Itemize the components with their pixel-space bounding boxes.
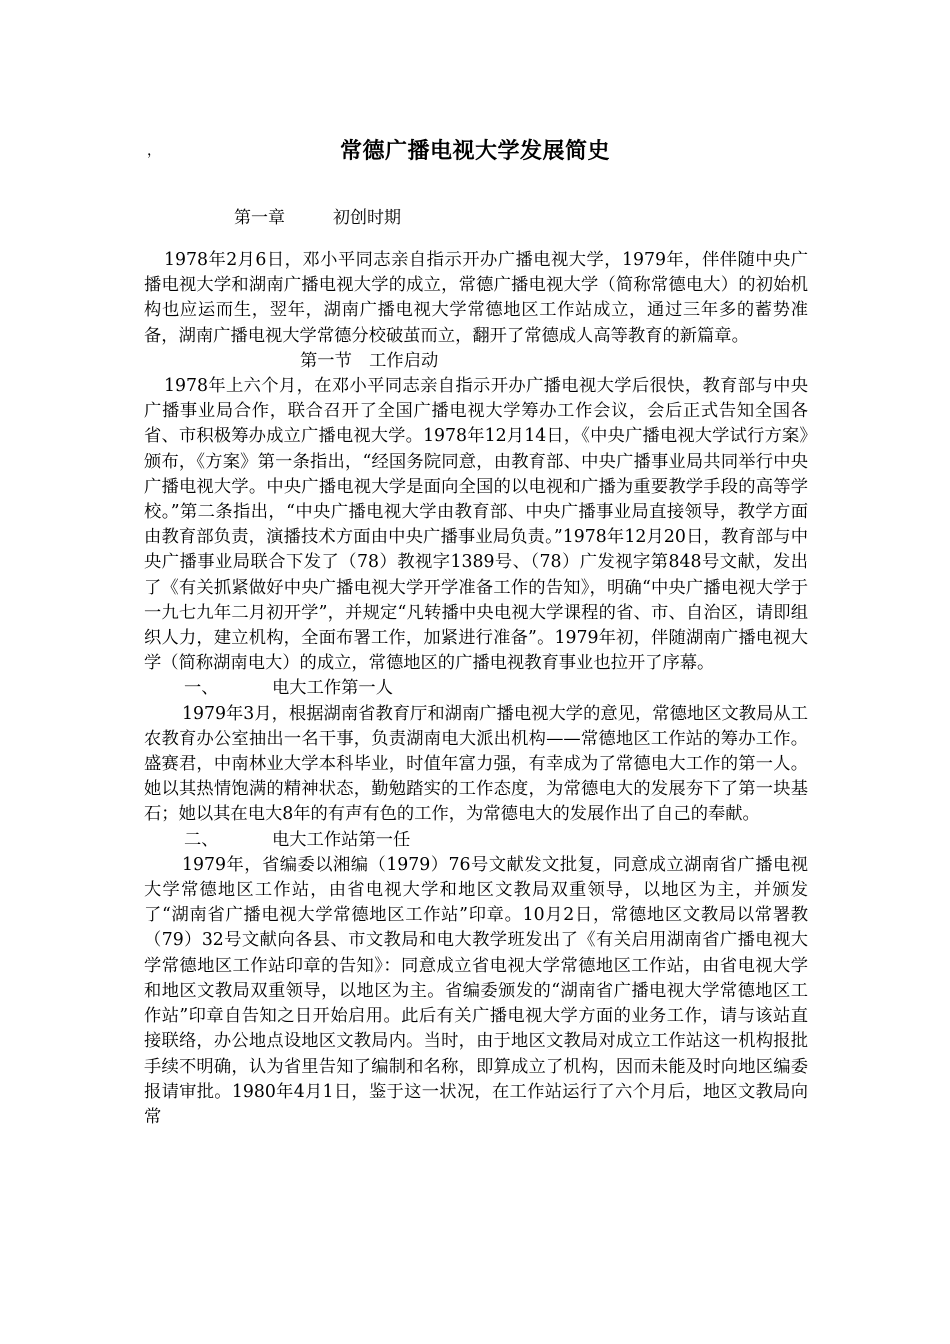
document-body bbox=[144, 248, 808, 1130]
paragraph: 1979年3月，根据湖南省教育厅和湖南广播电视大学的意见，常德地区文教局从工农教育办公室抽出一名干事，负责湖南电大派出机构——常德地区工作站的筹办工作。盛赛君，中南林业大学本科毕业，时值年富力强，有幸成为了常德电大工作的第一人。她以其热情饱满的精神状态，勤勉踏实的工作态度，为常德电大的发展夯下了第一块基石；她以其在电大8年的有声有色的工作，为常德电大的发展作出了自己的奉献。 bbox=[144, 703, 808, 825]
chapter-title: 初创时期 bbox=[333, 208, 401, 228]
paragraph: 1978年2月6日，邓小平同志亲自指示开办广播电视大学，1979年，伴伴随中央广播电视大学和湖南广播电视大学的成立，常德广播电视大学（简称常德电大）的初始机构也应运而生，翌年，湖南广播电视大学常德地区工作站成立，通过三年多的蓄势准备，湖南广播电视大学常德分校破茧而立，翻开了常德成人高等教育的新篇章。 bbox=[144, 250, 808, 346]
section-heading: 第一节 工作启动 bbox=[300, 350, 439, 371]
paragraph: 1978年上六个月，在邓小平同志亲自指示开办广播电视大学后很快，教育部与中央广播事业局合作，联合召开了全国广播电视大学筹办工作会议，会后正式告知全国各省、市积极筹办成立广播电视大学。1978年12月14日，《中央广播电视大学试行方案》颁布，《方案》第一条指出，“经国务院同意，由教育部、中央广播事业局共同举行中央广播电视大学。中央广播电视大学是面向全国的以电视和广播为重要教学手段的高等学校。”第二条指出，“中央广播电视大学由教育部、中央广播事业局直接领导，教学方面由教育部负责，演播技术方面由中央广播事业局负责。”1978年12月20日，教育部与中央广播事业局联合下发了（78）教视字1389号、（78）广发视字第848号文献，发出了《有关抓紧做好中央广播电视大学开学准备工作的告知》，明确“中央广播电视大学于一九七九年二月初开学”，并规定“凡转播中央电视大学课程的省、市、自治区，请即组织人力，建立机构，全面布署工作，加紧进行准备”。1979年初，伴随湖南广播电视大学（简称湖南电大）的成立，常德地区的广播电视教育事业也拉开了序幕。 bbox=[144, 376, 808, 674]
subsection-number: 二、 bbox=[184, 829, 219, 850]
subsection-heading bbox=[144, 828, 808, 853]
subsection-number: 一、 bbox=[184, 678, 219, 699]
stray-mark: ， bbox=[147, 143, 161, 159]
subsection-heading bbox=[144, 676, 808, 701]
chapter-number: 第一章 bbox=[234, 208, 285, 228]
document-title: 常德广播电视大学发展简史 bbox=[339, 138, 610, 164]
paragraph: 1979年，省编委以湘编（1979）76号文献发文批复，同意成立湖南省广播电视大学常德地区工作站，由省电视大学和地区文教局双重领导，以地区为主，并颁发了“湖南省广播电视大学常德地区工作站”印章。10月2日，常德地区文教局以常署教（79）32号文献向各县、市文教局和电大教学班发出了《有关启用湖南省广播电视大学常德地区工作站印章的告知》：同意成立省电视大学常德地区工作站，由省电视大学和地区文教局双重领导，以地区为主。省编委颁发的“湖南省广播电视大学常德地区工作站”印章自告知之日开始启用。此后有关广播电视大学方面的业务工作，请与该站直接联络，办公地点设地区文教局内。当时，由于地区文教局对成立工作站这一机构报批手续不明确，认为省里告知了编制和名称，即算成立了机构，因而未能及时向地区编委报请审批。1980年4月1日，鉴于这一状况，在工作站运行了六个月后，地区文教局向常 bbox=[144, 854, 808, 1127]
chapter-heading bbox=[234, 203, 401, 228]
subsection-title: 电大工作第一人 bbox=[272, 678, 393, 699]
subsection-title: 电大工作站第一任 bbox=[272, 829, 411, 850]
